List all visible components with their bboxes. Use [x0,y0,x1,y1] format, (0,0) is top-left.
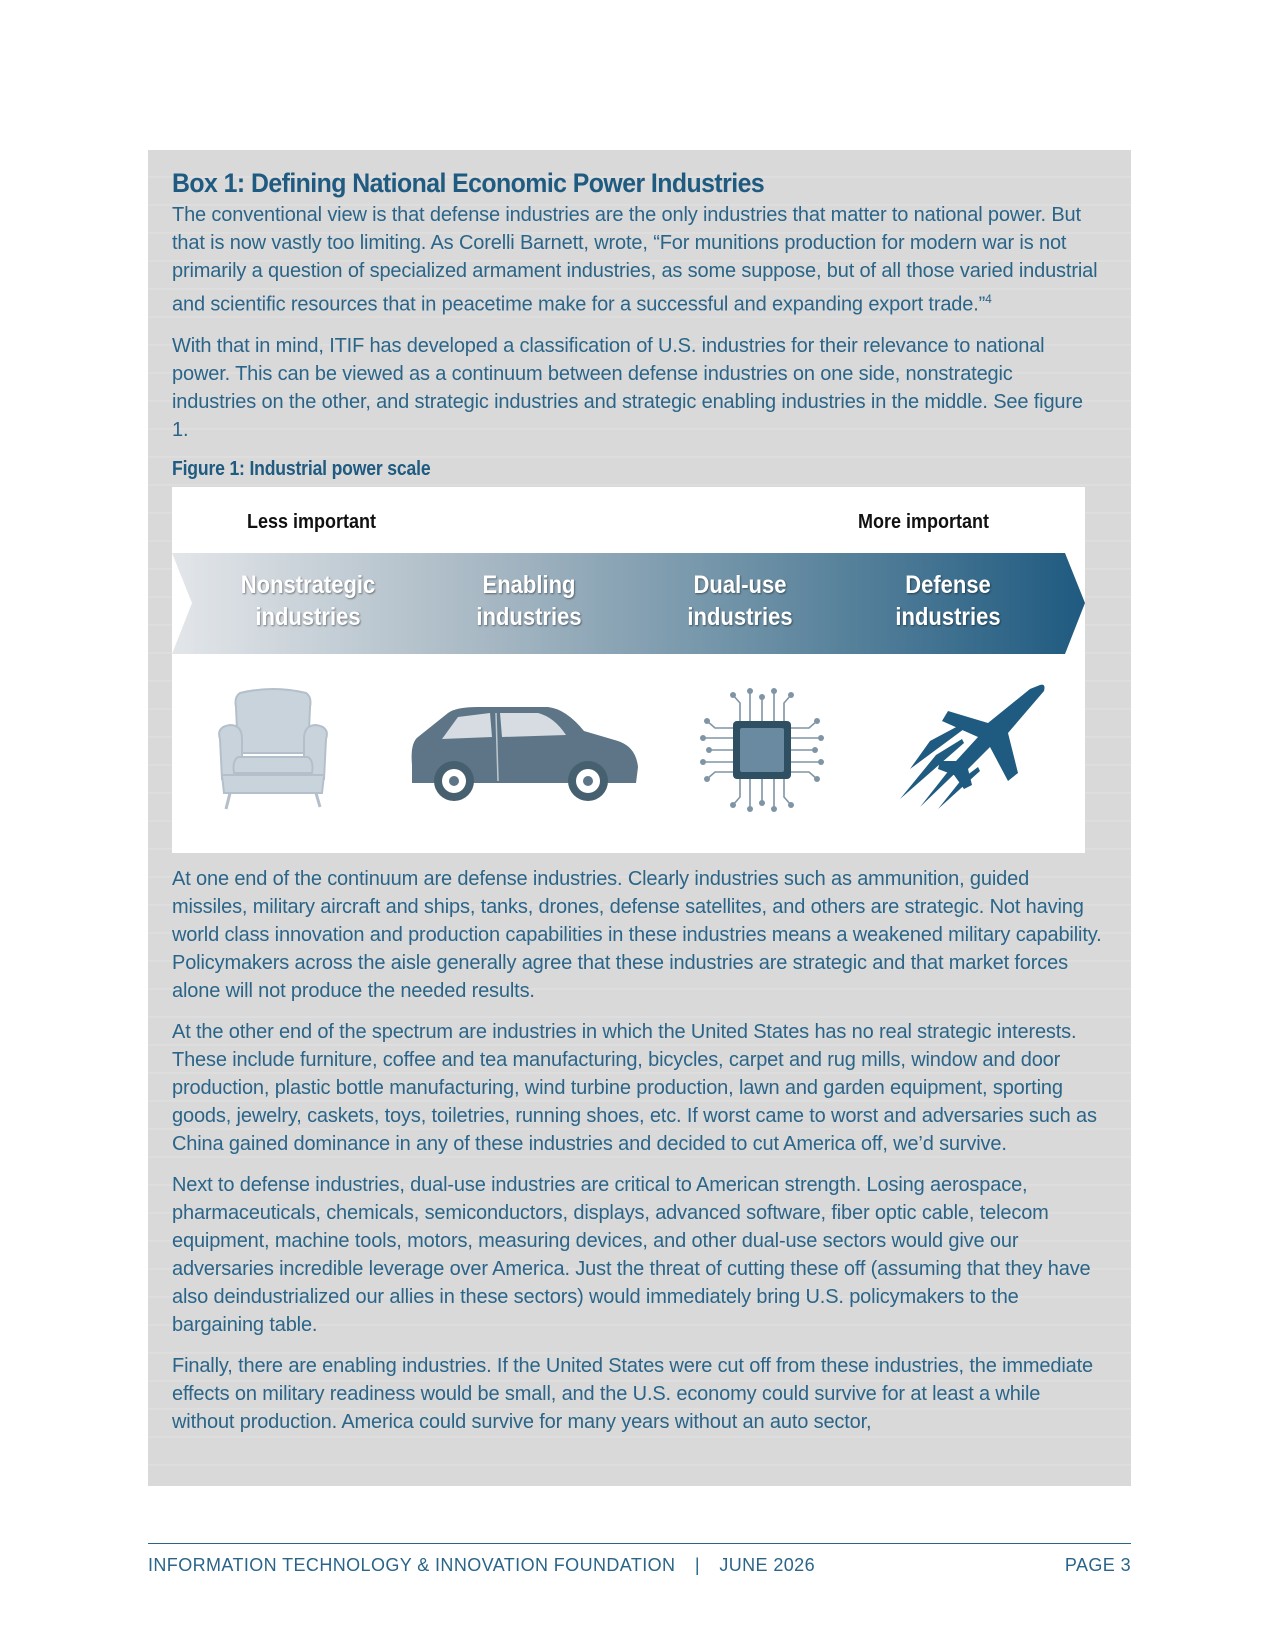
footer-separator: | [694,1555,700,1575]
car-icon [408,703,640,803]
footer-org: INFORMATION TECHNOLOGY & INNOVATION FOUNDATION [148,1555,676,1575]
category-line2: industries [895,602,1001,631]
category-line2: industries [476,602,582,631]
category-defense [869,569,1027,633]
category-line1: Defense [905,570,991,599]
footer-date: JUNE 2026 [719,1555,815,1575]
category-enabling [450,569,608,633]
category-dual-use [661,569,819,633]
less-important-label: Less important [247,510,377,533]
more-important-label: More important [858,510,990,533]
paragraph-text: The conventional view is that defense industries are the only industries that matter to national power. But that is now vastly too limiting. As Corelli Barnett, wrote, “For munitions production for modern war is not primarily a question of specialized armament industries, as some suppose, but of all those varied industrial and scientific resources that in peacetime make for a successful and expanding export trade.” [172,204,1098,316]
category-line2: industries [687,602,793,631]
paragraph [172,201,1102,319]
armchair-icon [208,683,338,813]
figure-title: Figure 1: Industrial power scale [172,457,431,480]
paragraph: At the other end of the spectrum are industries in which the United States has no real strategic interests. These include furniture, coffee and tea manufacturing, bicycles, carpet and rug mills, window and door production, plastic bottle manufacturing, wind turbine production, lawn and garden equipment, sporting goods, jewelry, caskets, toys, toiletries, running shoes, etc. If worst came to worst and adversaries such as China gained dominance in any of these industries and decided to cut America off, we’d survive. [172,1020,1097,1155]
info-box [148,150,1131,1486]
paragraph: With that in mind, ITIF has developed a classification of U.S. industries for their relevance to national power. This can be viewed as a continuum between defense industries on one side, nonstrategic industries on the other, and strategic industries and strategic enabling industries in the middle. See figure 1. [172,334,1083,441]
info-box-content [172,167,1102,1449]
category-line1: Dual-use [693,570,787,599]
fighter-jet-icon [890,681,1050,815]
category-nonstrategic [229,569,387,633]
paragraph: Finally, there are enabling industries. If the United States were cut off from these industries, the immediate effects on military readiness would be small, and the U.S. economy could survive for at least a while without production. America could survive for many years without an auto sector, [172,1354,1094,1433]
box-title: Box 1: Defining National Economic Power Industries [172,168,765,198]
category-line1: Nonstrategic [240,570,376,599]
category-line1: Enabling [482,570,576,599]
footnote-marker[interactable]: 4 [985,292,992,306]
paragraph: At one end of the continuum are defense industries. Clearly industries such as ammunition, guided missiles, military aircraft and ships, tanks, drones, defense satellites, and others are strategic. Not having world class innovation and production capabilities in these industries means a weakened military capability. Policymakers across the aisle generally agree that these industries are strategic and that market forces alone will not produce the needed results. [172,867,1102,1002]
footer-page-number: PAGE 3 [1064,1555,1131,1575]
category-line2: industries [255,602,361,631]
footer-left [148,1555,815,1576]
footer-rule [148,1543,1131,1544]
paragraph: Next to defense industries, dual-use industries are critical to American strength. Losing aerospace, pharmaceuticals, chemicals, semiconductors, displays, advanced software, fiber optic cable, telecom equipment, machine tools, motors, measuring devices, and other dual-use sectors would give our adversaries incredible leverage over America. Just the threat of cutting these off (assuming that they have also deindustrialized our allies in these sectors) would immediately bring U.S. policymakers to the bargaining table. [172,1173,1091,1336]
industrial-power-scale-figure [172,487,1085,853]
microchip-icon [695,683,829,817]
